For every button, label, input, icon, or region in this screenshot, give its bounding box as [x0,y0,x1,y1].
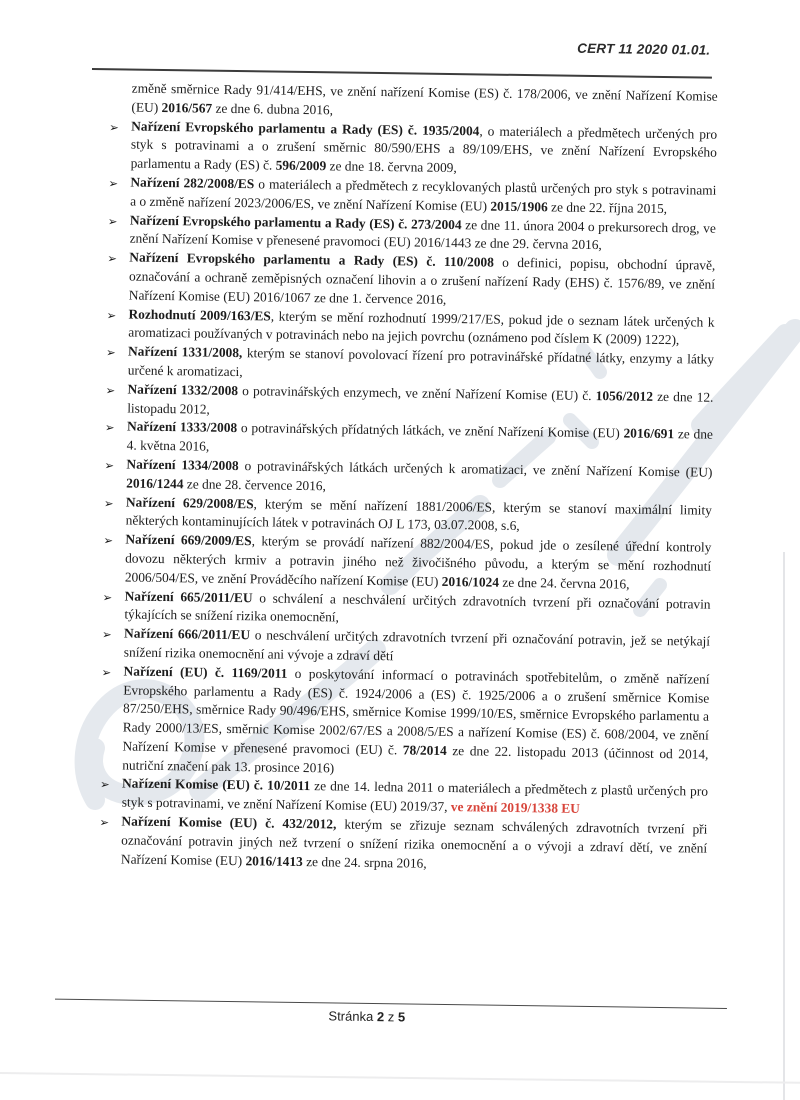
arrow-bullet-icon: ➢ [107,251,118,266]
regulation-description: ze dne 24. června 2016, [498,574,630,592]
arrow-bullet-icon: ➢ [104,458,115,473]
regulation-number: 2016/1244 [126,475,184,492]
regulation-description: ze dne 12. listopadu 2012, [127,388,714,417]
regulation-number: Nařízení Evropského parlamentu a Rady (ES) č. 273/2004 [129,212,462,232]
regulation-description: ze dne 28. července 2016, [183,476,327,494]
regulation-number: Nařízení Evropského parlamentu a Rady (ES) č. 1935/2004 [131,118,480,139]
regulation-number: 2016/1024 [441,573,500,590]
regulation-number: Nařízení Komise (EU) č. 432/2012, [121,813,337,832]
regulation-number: Nařízení 629/2008/ES [125,494,254,511]
document-reference-header: CERT 11 2020 01.01. [577,40,711,58]
regulation-number: Nařízení 1331/2008, [127,343,243,361]
regulation-description: ze dne 14. ledna 2011 o materiálech a předmětech z plastů určených pro styk s potravinami, ve znění Nařízení Komise (EU) 2019/37, [121,778,709,815]
arrow-bullet-icon: ➢ [106,307,117,322]
regulation-list [99,117,718,877]
arrow-bullet-icon: ➢ [104,420,115,435]
regulation-list-item [99,813,708,878]
regulation-number: 78/2014 [402,742,447,758]
regulation-description: , o materiálech a předmětech určených pro styk s potravinami a o zrušení směrnic 80/590/EHS a 89/109/EHS, ve znění Nařízení Evropského parlamentu a Rady (ES) č. [130,123,718,173]
regulation-description: , kterým se mění nařízení 1881/2006/ES, kterým se stanoví maximální limity některých kontaminujících látek v potravinách OJ L 173, 03.07.2008, s.6, [125,495,712,534]
header-divider [92,68,712,78]
arrow-bullet-icon: ➢ [108,176,119,191]
arrow-bullet-icon: ➢ [102,589,113,604]
arrow-bullet-icon: ➢ [101,627,112,642]
regulation-description: ze dne 4. května 2016, [126,426,714,454]
arrow-bullet-icon: ➢ [103,533,114,548]
arrow-bullet-icon: ➢ [107,213,118,228]
regulation-description: ze dne 22. října 2015, [547,199,668,216]
regulation-number: Nařízení 669/2009/ES [125,531,252,549]
regulation-number: 2016/567 [161,99,213,116]
arrow-bullet-icon: ➢ [105,345,116,360]
arrow-bullet-icon: ➢ [99,815,110,830]
regulation-number: Nařízení 1332/2008 [127,381,239,398]
regulation-list-item [109,117,718,182]
regulation-number: Nařízení 666/2011/EU [124,625,251,643]
regulation-number: 2016/691 [623,425,675,442]
regulation-description: ze dne 18. června 2009, [326,158,457,176]
regulation-number: Nařízení Evropského parlamentu a Rady (ES) č. 110/2008 [129,249,494,270]
amended-reference-red: ve znění 2019/1338 EU [450,799,581,817]
regulation-number: Nařízení 1334/2008 [126,456,239,474]
regulation-description: o neschválení určitých zdravotních tvrzení při označování potravin, jež se netýkají snížení rizika onemocnění ani vývoje a zdraví dětí [123,627,711,664]
regulation-list-item [103,531,712,596]
regulation-description: o schválení a neschválení určitých zdravotních tvrzení při označování potravin týkajících se snížení rizika onemocnění, [124,589,711,625]
regulation-list-item [107,249,716,314]
arrow-bullet-icon: ➢ [103,495,114,510]
footer-label: Stránka [328,1008,374,1025]
regulation-number: Nařízení 1333/2008 [126,418,238,436]
regulation-number: 1056/2012 [595,387,654,404]
regulation-description: změně směrnice Rady 91/414/EHS, ve znění nařízení Komise (ES) č. 178/2006, ve znění Nařízení Komise (EU) [131,80,718,115]
regulation-description: o potravinářských enzymech, ve znění Nařízení Komise (EU) č. [237,382,596,403]
footer-of-label: z [387,1009,395,1025]
regulation-description: , kterým se mění rozhodnutí 1999/217/ES, pokud jde o seznam látek určených k aromatizaci používaných v potravinách nebo na jejich povrchu (oznámeno pod číslem K (2009) 1222), [128,308,715,348]
regulation-description: ze dne 22. listopadu 2013 (účinnost od 2014, nutriční značení pak 13. prosince 2016) [122,742,709,776]
regulation-description: ze dne 6. dubna 2016, [212,100,334,118]
regulation-description: o potravinářských přídatných látkách, ve znění Nařízení Komise (EU) [237,420,624,441]
regulation-description: o potravinářských látkách určených k aromatizaci, ve znění Nařízení Komise (EU) [238,458,713,480]
footer-page-number: 2 [376,1009,385,1025]
regulation-number: Nařízení 665/2011/EU [124,588,253,605]
arrow-bullet-icon: ➢ [101,664,112,680]
arrow-bullet-icon: ➢ [109,119,119,134]
regulation-number: Rozhodnutí 2009/163/ES [128,306,271,324]
regulation-description: o definici, popisu, obchodní úpravě, označování a ochraně zeměpisných označení lihovin a o zrušení nařízení Rady (EHS) č. 1576/89, ve znění Nařízení Komise (EU) 2016/1067 ze dne 1. července 2016, [128,254,716,307]
regulation-number: Nařízení 282/2008/ES [130,174,255,192]
footer-total-pages: 5 [397,1009,406,1025]
regulation-number: Nařízení Komise (EU) č. 10/2011 [121,775,311,794]
regulation-number: 2015/1906 [490,198,548,215]
regulation-list-item [101,662,710,783]
regulation-description: kterým se zřizuje seznam schválených zdravotních tvrzení při označování potravin jiných než tvrzení o snížení rizika onemocnění a o vývoji a zdraví dětí, ve znění Nařízení Komise (EU) [120,816,708,868]
regulation-description: kterým se stanoví povolovací řízení pro potravinářské přídatné látky, enzymy a látky určené k aromatizaci, [127,345,715,380]
regulation-number: 596/2009 [275,157,327,174]
regulation-description: , kterým se provádí nařízení 882/2004/ES, pokud jde o zesílené úřední kontroly dovozu některých krmiv a potravin jiného než živočišného původu, a kterým se mění rozhodnutí 2006/504/ES, ve znění Prováděcího nařízení Komise (EU) [124,533,712,589]
arrow-bullet-icon: ➢ [99,777,110,792]
regulation-description: ze dne 11. února 2004 o prekursorech drog, ve znění Nařízení Komise v přenesené pravomoci (EU) 2016/1443 ze dne 29. června 2016, [129,216,716,253]
regulation-number: 2016/1413 [245,852,303,869]
regulation-description: o materiálech a předmětech z recyklovaných plastů určených pro styk s potravinami a o změně nařízení 2023/2006/ES, ve znění Nařízení Komise (EU) [130,176,717,214]
regulations-text-block [99,80,718,878]
regulation-number: Nařízení (EU) č. 1169/2011 [123,663,288,681]
arrow-bullet-icon: ➢ [105,382,116,398]
regulation-description: ze dne 24. srpna 2016, [302,853,427,871]
regulation-description: o poskytování informací o potravinách spotřebitelům, o změně nařízení Evropského parlamentu a Rady (ES) č. 1924/2006 a (ES) č. 1925/2006 a o zrušení směrnice Komise 87/250/EHS, směrnice Rady 90/496/EHS, směrnice Komise 1999/10/ES, směrnice Evropského parlamentu a Rady 2000/13/ES, směrnic Komise 2002/67/ES a 2008/5/ES a nařízení Komise (ES) č. 608/2004, ve znění Nařízení Komise v přenesené pravomoci (EU) č. [122,665,710,758]
